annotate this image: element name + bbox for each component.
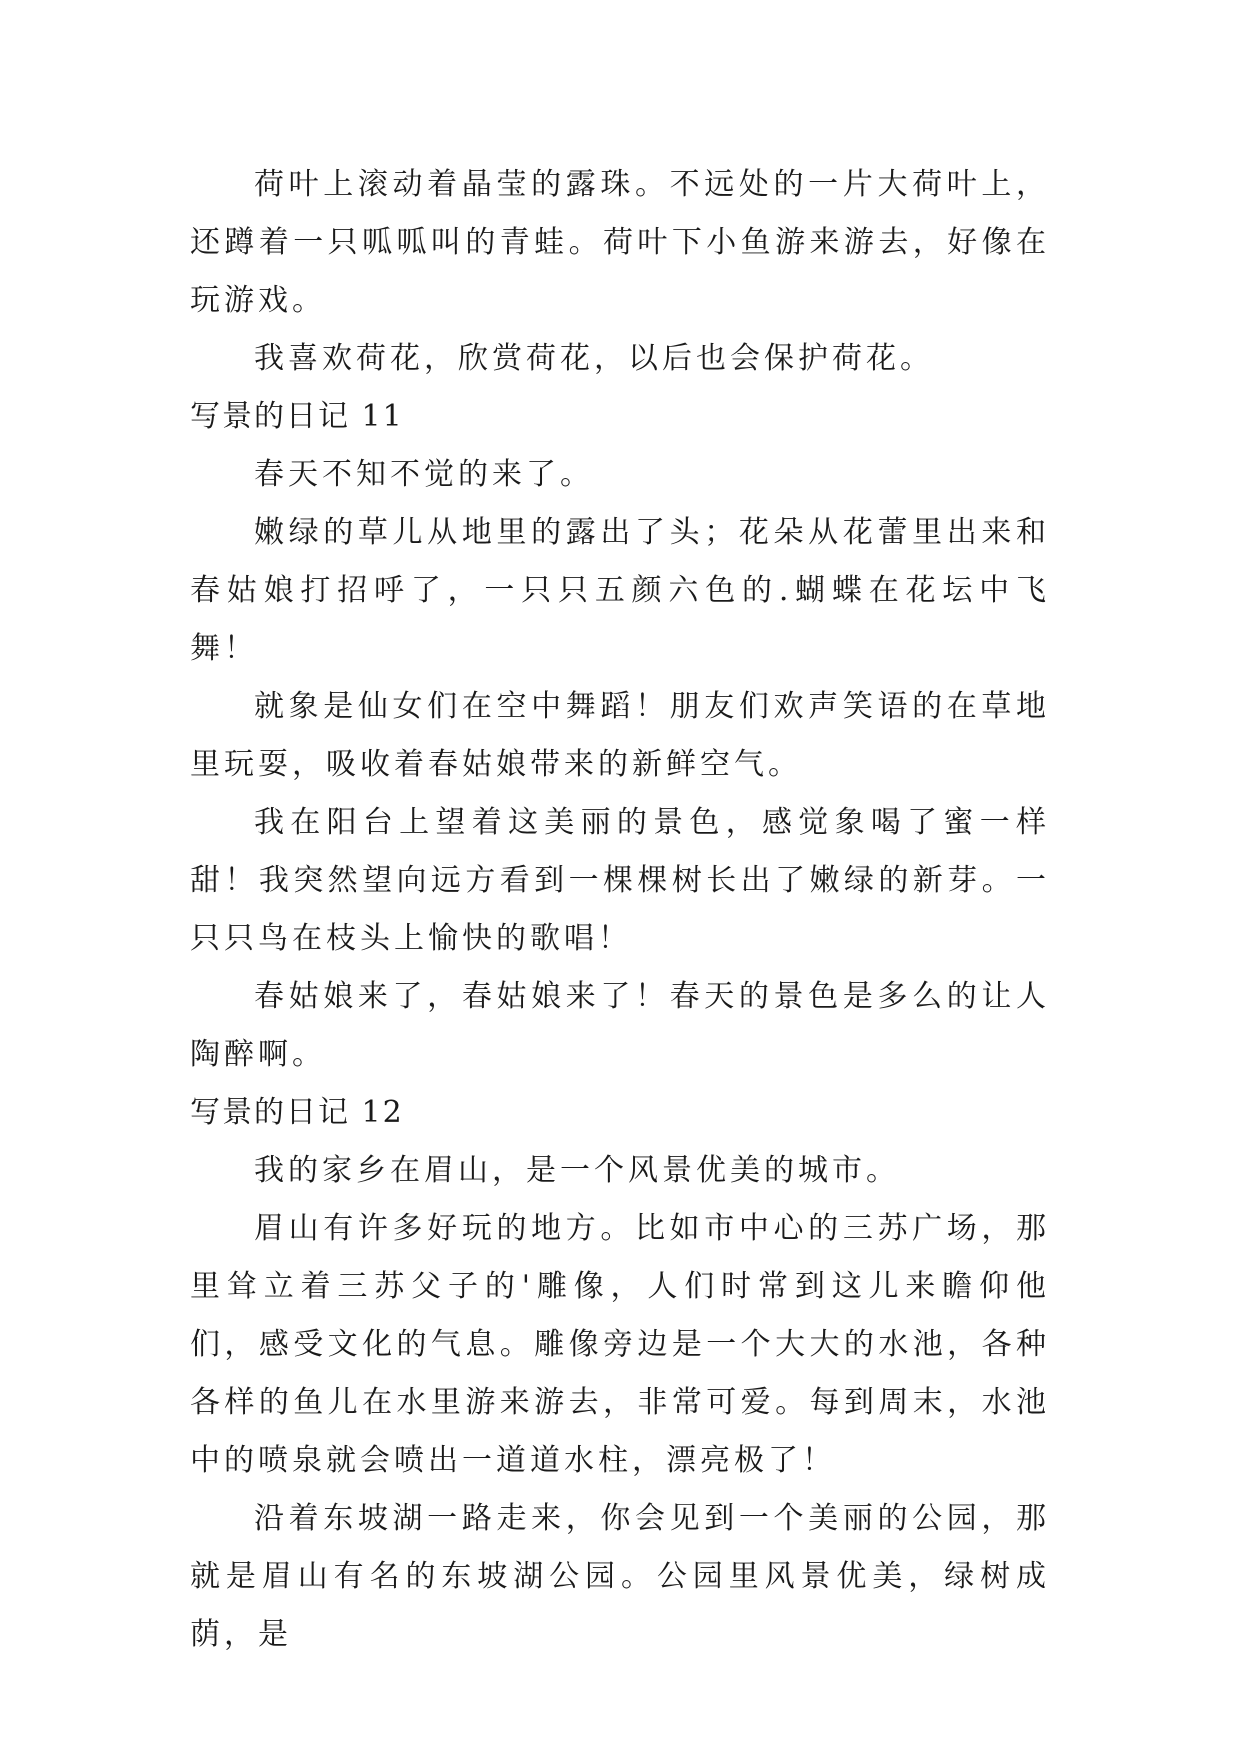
paragraph: 眉山有许多好玩的地方。比如市中心的三苏广场，那里耸立着三苏父子的'雕像，人们时常到这儿来瞻仰他们，感受文化的气息。雕像旁边是一个大大的水池，各种各样的鱼儿在水里游来游去，非常可爱。每到周末，水池中的喷泉就会喷出一道道水柱，漂亮极了！ (190, 1211, 1050, 1478)
paragraph: 春天不知不觉的来了。 (254, 457, 594, 492)
paragraph: 就象是仙女们在空中舞蹈！朋友们欢声笑语的在草地里玩耍，吸收着春姑娘带来的新鲜空气。 (190, 689, 1050, 782)
section-heading: 写景的日记 12 (190, 1095, 404, 1130)
paragraph: 我在阳台上望着这美丽的景色，感觉象喝了蜜一样甜！我突然望向远方看到一棵棵树长出了嫩绿的新芽。一只只鸟在枝头上愉快的歌唱！ (190, 805, 1050, 956)
paragraph: 我的家乡在眉山，是一个风景优美的城市。 (254, 1153, 900, 1188)
section-heading: 写景的日记 11 (190, 399, 404, 434)
paragraph: 荷叶上滚动着晶莹的露珠。不远处的一片大荷叶上，还蹲着一只呱呱叫的青蛙。荷叶下小鱼游来游去，好像在玩游戏。 (190, 167, 1050, 318)
paragraph: 春姑娘来了，春姑娘来了！春天的景色是多么的让人陶醉啊。 (190, 979, 1050, 1072)
document-body (190, 156, 1050, 1664)
paragraph: 嫩绿的草儿从地里的露出了头；花朵从花蕾里出来和春姑娘打招呼了，一只只五颜六色的.蝴蝶在花坛中飞舞！ (190, 515, 1050, 666)
paragraph: 沿着东坡湖一路走来，你会见到一个美丽的公园，那就是眉山有名的东坡湖公园。公园里风景优美，绿树成荫，是 (190, 1501, 1050, 1652)
paragraph: 我喜欢荷花，欣赏荷花，以后也会保护荷花。 (254, 341, 934, 376)
